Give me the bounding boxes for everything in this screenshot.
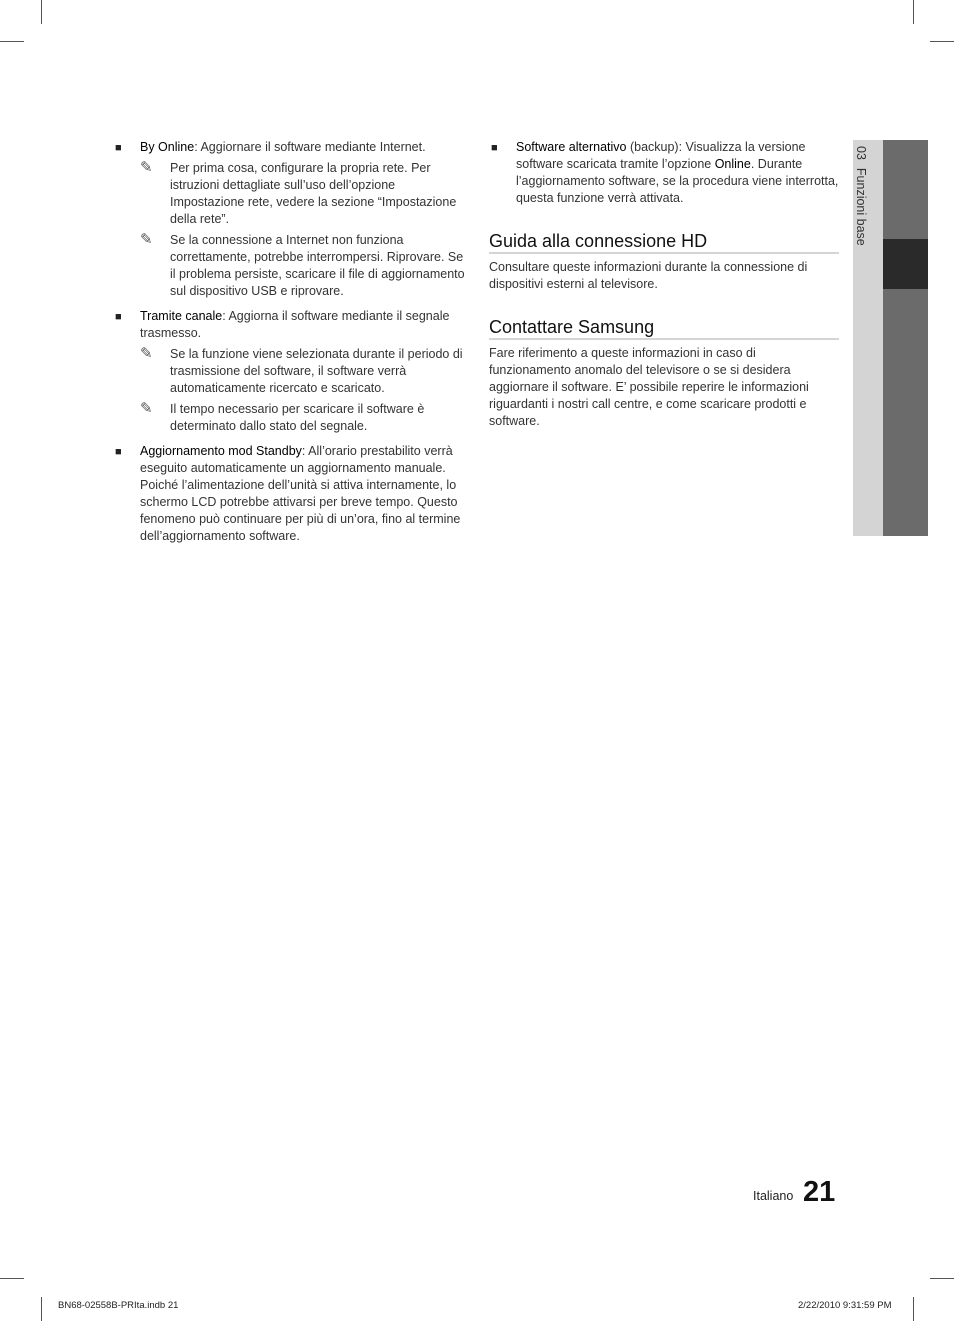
pencil-note-icon: ✎: [140, 159, 153, 176]
pencil-note-icon: ✎: [140, 345, 153, 362]
footer-file: BN68-02558B-PRIta.indb 21: [58, 1300, 179, 1311]
left-column: [113, 139, 465, 553]
page-number: 21: [803, 1176, 836, 1208]
crop-mark: [913, 1297, 914, 1321]
crop-mark: [930, 1278, 954, 1279]
crop-mark: [0, 41, 24, 42]
square-bullet-icon: ■: [115, 446, 122, 458]
page-language: Italiano: [753, 1189, 794, 1203]
section-title: Guida alla connessione HD: [489, 233, 839, 254]
note: ✎ Se la funzione viene selezionata durante il periodo di trasmissione del software, il software verrà automaticamente ricercato e scaricato.: [140, 345, 463, 395]
chapter-tab-marker: [883, 239, 928, 289]
section-hd-guide: [489, 233, 839, 293]
crop-mark: [41, 1297, 42, 1321]
chapter-label: 03Funzioni base: [854, 146, 868, 246]
square-bullet-icon: ■: [115, 142, 122, 154]
chapter-tab-dark: [883, 140, 928, 536]
footer-datetime: 2/22/2010 9:31:59 PM: [798, 1300, 892, 1311]
section-contact: [489, 319, 839, 430]
square-bullet-icon: ■: [115, 311, 122, 323]
crop-mark: [930, 41, 954, 42]
list-item-tramite-canale: ■ Tramite canale: Aggiorna il software mediante il segnale trasmesso. ✎ Se la funzione viene selezionata durante il periodo di trasmissione del software, il software verrà automaticamente ricercato e scaricato. ✎ Il tempo necessario per scaricare il software è determinato dallo stato del segnale.: [113, 308, 465, 435]
pencil-note-icon: ✎: [140, 400, 153, 417]
list-item-standby: ■ Aggiornamento mod Standby: All’orario prestabilito verrà eseguito automaticamente un aggiornamento manuale. Poiché l’alimentazione dell’unità si attiva internamente, lo schermo LCD potrebbe attivarsi per breve tempo. Questo fenomeno può continuare per più di un’ora, fino al termine dell’aggiornamento software.: [115, 444, 461, 543]
note: ✎ Se la connessione a Internet non funziona correttamente, potrebbe interrompersi. Riprovare. Se il problema persiste, scaricare il file di aggiornamento sul dispositivo USB e riprovare.: [140, 231, 465, 298]
section-body: Fare riferimento a queste informazioni in caso di funzionamento anomalo del televisore o se si desidera aggiornare il software. E’ possibile reperire le informazioni riguardanti i nostri call centre, e come scaricare prodotti e software.: [489, 346, 809, 428]
note: ✎ Per prima cosa, configurare la propria rete. Per istruzioni dettagliate sull’uso dell’opzione Impostazione rete, vedere la sezione “Impostazione della rete”.: [140, 159, 457, 226]
pencil-note-icon: ✎: [140, 231, 153, 248]
note: ✎ Il tempo necessario per scaricare il software è determinato dallo stato del segnale.: [140, 400, 425, 433]
square-bullet-icon: ■: [491, 142, 498, 154]
right-column: [489, 139, 839, 430]
list-item-by-online: ■ By Online: Aggiornare il software mediante Internet. ✎ Per prima cosa, configurare la propria rete. Per istruzioni dettagliate sull’uso dell’opzione Impostazione rete, vedere la sezione “Impostazione della rete”. ✎ Se la connessione a Internet non funziona correttamente, potrebbe interrompersi. Riprovare. Se il problema persiste, scaricare il file di aggiornamento sul dispositivo USB e riprovare.: [115, 140, 465, 298]
crop-mark: [0, 1278, 24, 1279]
section-title: Contattare Samsung: [489, 319, 839, 340]
crop-mark: [41, 0, 42, 24]
crop-mark: [913, 0, 914, 24]
list-item-software-alternativo: ■ Software alternativo (backup): Visualizza la versione software scaricata tramite l’opzione Online. Durante l’aggiornamento software, se la procedura viene interrotta, questa funzione verrà attivata.: [491, 140, 839, 205]
section-body: Consultare queste informazioni durante la connessione di dispositivi esterni al televisore.: [489, 260, 808, 291]
